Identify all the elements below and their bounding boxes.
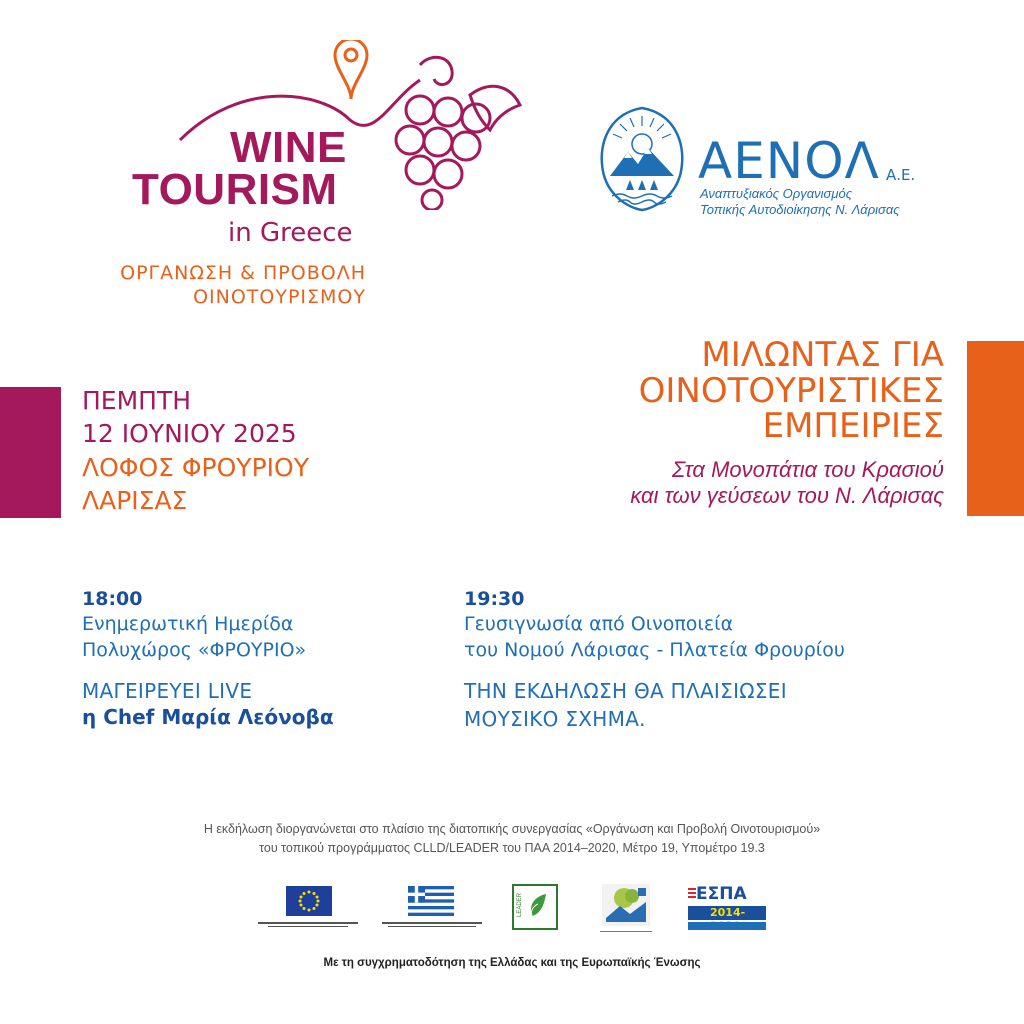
schedule-right-line1: Γευσιγνωσία από Οινοποιεία xyxy=(464,613,734,635)
live-cooking-label: ΜΑΓΕΙΡΕΥΕΙ LIVE xyxy=(82,679,253,704)
wine-tagline-line1: ΟΡΓΑΝΩΣΗ & ΠΡΟΒΟΛΗ xyxy=(120,262,366,284)
aenol-emblem-icon xyxy=(596,104,688,214)
aenol-logo xyxy=(596,104,976,218)
schedule-left-line2: Πολυχώρος «ΦΡΟΥΡΙΟ» xyxy=(82,638,307,661)
music-note-line1: ΤΗΝ ΕΚΔΗΛΩΣΗ ΘΑ ΠΛΑΙΣΙΩΣΕΙ xyxy=(464,679,787,704)
greek-flag-icon xyxy=(408,886,454,916)
eu-stars-icon xyxy=(286,886,332,916)
event-date-block xyxy=(82,384,309,517)
magenta-side-bar xyxy=(0,387,61,518)
event-place-line2: ΛΑΡΙΣΑΣ xyxy=(82,485,188,515)
greek-flag-logo xyxy=(408,886,454,916)
footer-note-line2: του τοπικού προγράμματος CLLD/LEADER του ΠΑΑ 2014–2020, Μέτρο 19, Υπομέτρο 19.3 xyxy=(259,840,765,855)
aenol-suffix: Α.Ε. xyxy=(886,166,916,184)
eu-flag-logo xyxy=(286,886,332,916)
leader-label: LEADER xyxy=(517,892,524,918)
sponsor-logos xyxy=(0,882,1024,942)
event-subtitle-line1: Στα Μονοπάτια του Κρασιού xyxy=(672,457,944,483)
event-place-line1: ΛΟΦΟΣ ΦΡΟΥΡΙΟΥ xyxy=(82,452,309,482)
wine-tagline xyxy=(120,262,366,310)
schedule-right xyxy=(464,588,845,733)
event-title-line2: ΟΙΝΟΤΟΥΡΙΣΤΙΚΕΣ xyxy=(638,370,944,411)
event-title-line3: ΕΜΠΕΙΡΙΕΣ xyxy=(762,406,944,447)
schedule-left-line1: Ενημερωτική Ημερίδα xyxy=(82,613,294,635)
event-title-block xyxy=(444,335,944,510)
schedule-right-line2: του Νομού Λάρισας - Πλατεία Φρουρίου xyxy=(464,638,845,661)
espa-flag-stripes xyxy=(688,888,696,898)
chef-name: η Chef Μαρία Λεόνοβα xyxy=(82,705,334,730)
schedule-left-time: 18:00 xyxy=(82,588,143,610)
wine-tourism-logo xyxy=(120,40,540,310)
espa-tagline-band xyxy=(688,922,766,930)
aenol-name: ΑΕΝΟΛ xyxy=(698,132,880,190)
aenol-subtitle-line1: Αναπτυξιακός Οργανισμός xyxy=(700,186,853,201)
in-greece-text: in Greece xyxy=(228,218,353,248)
event-title-line1: ΜΙΛΩΝΤΑΣ ΓΙΑ xyxy=(701,335,944,375)
wine-word: WINE xyxy=(230,123,347,172)
greek-caption-lines xyxy=(382,920,482,929)
schedule-left xyxy=(82,588,334,729)
cofunding-statement: Με τη συγχρηματοδότηση της Ελλάδας και της Ευρωπαϊκής Ένωσης xyxy=(323,957,701,969)
event-date: 12 ΙΟΥΝΙΟΥ 2025 xyxy=(82,419,297,449)
event-subtitle-line2: και των γεύσεων του Ν. Λάρισας xyxy=(630,483,944,509)
espa-label: ΕΣΠΑ xyxy=(696,884,747,904)
regional-program-logo xyxy=(602,884,650,926)
wine-tagline-line2: ΟΙΝΟΤΟΥΡΙΣΜΟΥ xyxy=(193,285,366,308)
event-day: ΠΕΜΠΤΗ xyxy=(82,386,192,415)
espa-years: 2014- xyxy=(710,906,746,919)
espa-years-band xyxy=(688,906,766,920)
tourism-word: TOURISM xyxy=(132,165,338,214)
tree-landscape-icon xyxy=(602,884,650,926)
espa-logo xyxy=(686,884,768,934)
orange-side-bar xyxy=(967,341,1024,516)
leader-logo xyxy=(512,884,558,930)
aenol-subtitle-line2: Τοπικής Αυτοδιοίκησης Ν. Λάρισας xyxy=(700,202,900,218)
footer-note-line1: Η εκδήλωση διοργανώνεται στο πλαίσιο της διατοπικής συνεργασίας «Οργάνωση και Προβολή Οινοτουρισμού» xyxy=(203,822,821,836)
eu-caption-lines xyxy=(258,920,358,929)
aenol-subtitle xyxy=(700,186,900,219)
schedule-right-time: 19:30 xyxy=(464,588,525,610)
regional-caption-lines xyxy=(596,930,656,933)
footer-note xyxy=(0,820,1024,858)
music-note-line2: ΜΟΥΣΙΚΟ ΣΧΗΜΑ. xyxy=(464,707,646,732)
